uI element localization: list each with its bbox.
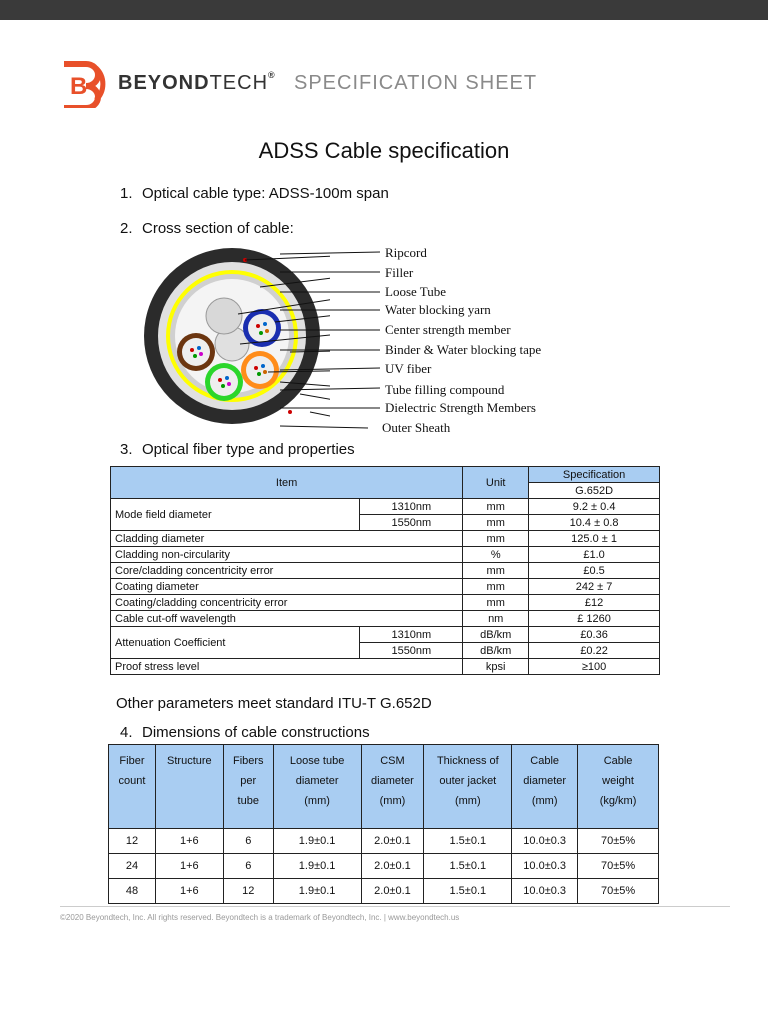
cable-dimensions-table — [108, 744, 659, 904]
svg-text:B: B — [70, 73, 88, 100]
header-item: Item — [111, 467, 463, 499]
table-row: 12 1+6 6 1.9±0.1 2.0±0.1 1.5±0.1 10.0±0.3 70±5% — [109, 829, 659, 854]
table-header-row — [109, 745, 659, 829]
label-tube-filling: Tube filling compound — [385, 382, 505, 397]
footer-divider — [60, 906, 730, 907]
section-2: 2. Cross section of cable: — [120, 220, 294, 237]
header-csm-diameter: CSM diameter (mm) — [361, 745, 424, 829]
label-outer-sheath: Outer Sheath — [382, 420, 451, 435]
footer-copyright: ©2020 Beyondtech, Inc. All rights reserved. Beyondtech is a trademark of Beyondtech, Inc. | www.beyondtech.us — [60, 913, 460, 922]
standard-note: Other parameters meet standard ITU-T G.652D — [116, 695, 432, 712]
table-row: 24 1+6 6 1.9±0.1 2.0±0.1 1.5±0.1 10.0±0.3 70±5% — [109, 854, 659, 879]
label-ripcord: Ripcord — [385, 245, 427, 260]
header-structure: Structure — [155, 745, 223, 829]
label-loose-tube: Loose Tube — [385, 284, 447, 299]
table-row: Proof stress level kpsi ≥100 — [111, 659, 660, 675]
table-row: 48 1+6 12 1.9±0.1 2.0±0.1 1.5±0.1 10.0±0.3 70±5% — [109, 879, 659, 904]
header-cable-diameter: Cable diameter (mm) — [512, 745, 578, 829]
table-row: 1550nm mm 10.4 ± 0.8 — [111, 515, 660, 531]
header-jacket-thickness: Thickness of outer jacket (mm) — [424, 745, 512, 829]
label-dielectric: Dielectric Strength Members — [385, 400, 536, 415]
header-cable-weight: Cable weight (kg/km) — [578, 745, 659, 829]
label-uv-fiber: UV fiber — [385, 361, 432, 376]
page-title: ADSS Cable specification — [258, 138, 510, 163]
table-header-row — [111, 467, 660, 483]
sheet-title: SPECIFICATION SHEET — [294, 72, 538, 94]
section-1: 1. Optical cable type: ADSS-100m span — [120, 185, 389, 202]
table-row: 1550nm dB/km £0.22 — [111, 643, 660, 659]
table-row: Cladding diameter mm 125.0 ± 1 — [111, 531, 660, 547]
header-fibers-per-tube: Fibers per tube — [223, 745, 273, 829]
label-binder: Binder & Water blocking tape — [385, 342, 542, 357]
header-spec: Specification — [529, 467, 660, 483]
section-3: 3. Optical fiber type and properties — [120, 441, 355, 458]
top-bar — [0, 0, 768, 20]
table-row: Cable cut-off wavelength nm £ 1260 — [111, 611, 660, 627]
header-loose-tube-diameter: Loose tube diameter (mm) — [273, 745, 361, 829]
table-row: Attenuation Coefficient 1310nm dB/km £0.36 — [111, 627, 660, 643]
diagram-leader-lines — [280, 242, 380, 442]
fiber-properties-table — [110, 466, 660, 675]
label-filler: Filler — [385, 265, 414, 280]
table-row: Coating/cladding concentricity error mm £12 — [111, 595, 660, 611]
brand-name: BEYONDTECH® — [118, 70, 276, 94]
table-row: Coating diameter mm 242 ± 7 — [111, 579, 660, 595]
beyondtech-logo-icon — [56, 58, 106, 108]
label-center-strength-member: Center strength member — [385, 322, 511, 337]
label-water-blocking-yarn: Water blocking yarn — [385, 302, 491, 317]
section-4: 4. Dimensions of cable constructions — [120, 724, 370, 741]
table-row: Mode field diameter 1310nm mm 9.2 ± 0.4 — [111, 499, 660, 515]
header-fiber-count: Fiber count — [109, 745, 156, 829]
header-unit: Unit — [463, 467, 529, 499]
header-spec-sub: G.652D — [529, 483, 660, 499]
table-row: Cladding non-circularity % £1.0 — [111, 547, 660, 563]
table-row: Core/cladding concentricity error mm £0.5 — [111, 563, 660, 579]
